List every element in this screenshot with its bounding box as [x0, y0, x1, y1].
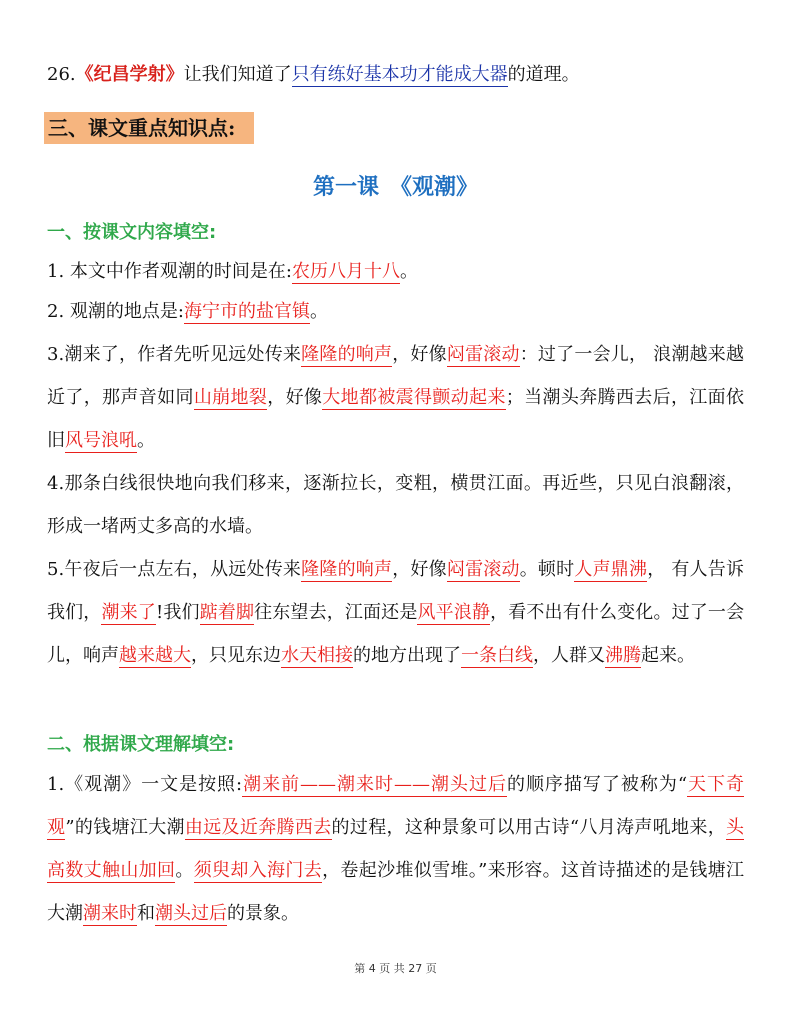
lesson-title: 第一课 《观潮》: [312, 175, 478, 200]
item-26-title: 《纪昌学射》: [75, 64, 184, 85]
q5-answer-1: 隆隆的响声: [301, 559, 393, 580]
p2q1-text-6: ，卷起沙堆似雪堆。”来形容。这首诗描述的是钱塘江大潮: [47, 860, 745, 924]
q3-text-6: 。: [137, 430, 155, 451]
p2q1-answer-3: 由远及近奔腾西去: [184, 817, 332, 838]
p2q1-text-1: 1.《观潮》一文是按照:: [47, 774, 243, 795]
q3-answer-1: 隆隆的响声: [301, 344, 393, 365]
p2q1-text-4: 的过程，这种景象可以用古诗“八月涛声吼地来，: [331, 817, 727, 838]
p2q1-text-8: 的景象。: [227, 903, 299, 924]
q2-text: 2. 观潮的地点是:: [47, 301, 184, 322]
q5-answer-9: 一条白线: [461, 645, 533, 666]
q5-text-5: !我们: [155, 602, 200, 623]
p2q1-answer-2: 天下奇观: [47, 774, 745, 838]
p2q1-answer-1: 潮来前——潮来时——潮头过后: [242, 774, 507, 795]
q5-text-9: 的地方出现了: [353, 645, 461, 666]
item-26-text-2: 的道理。: [507, 64, 580, 85]
part-1-question-3: [47, 333, 744, 462]
q3-text-1: 3.潮来了，作者先听见远处传来: [47, 344, 302, 365]
q3-text-4: ，好像: [267, 387, 323, 408]
q3-answer-4: 大地都被震得颤动起来: [322, 387, 506, 408]
q3-text-5: ；当潮头奔腾西去后，江面依旧: [47, 387, 745, 451]
part-1-question-1: [47, 260, 418, 284]
q5-answer-5: 踮着脚: [199, 602, 255, 623]
q3-answer-2: 闷雷滚动: [446, 344, 520, 365]
q5-text-6: 往东望去，江面还是: [254, 602, 418, 623]
q5-answer-10: 沸腾: [605, 645, 641, 666]
part-1-question-4: 4.那条白线很快地向我们移来，逐渐拉长，变粗，横贯江面。再近些，只见白浪翻滚，形成一堵两丈多高的水墙。: [47, 473, 744, 537]
p2q1-answer-6: 潮来时: [83, 903, 137, 924]
p2q1-answer-5: 须臾却入海门去: [193, 860, 323, 881]
q5-text-11: 起来。: [641, 645, 695, 666]
p2q1-text-2: 的顺序描写了被称为“: [506, 774, 688, 795]
item-26-number: 26.: [47, 64, 76, 85]
q3-answer-3: 山崩地裂: [193, 387, 268, 408]
q5-answer-7: 越来越大: [119, 645, 191, 666]
item-26: [47, 63, 580, 87]
q5-answer-4: 潮来了: [101, 602, 156, 623]
q5-answer-3: 人声鼎沸: [574, 559, 648, 580]
q1-text: 1. 本文中作者观潮的时间是在:: [47, 261, 292, 282]
page-footer: 第 4 页 共 27 页: [354, 962, 437, 975]
q5-answer-6: 风平浪静: [417, 602, 491, 623]
p2q1-text-5: 。: [175, 860, 194, 881]
q3-text-2: ，好像: [392, 344, 447, 365]
item-26-answer: 只有练好基本功才能成大器: [291, 64, 508, 85]
q5-text-2: ，好像: [392, 559, 447, 580]
part-1-question-2: [47, 300, 328, 324]
q5-text-3: 。顿时: [519, 559, 575, 580]
q1-answer: 农历八月十八: [291, 261, 400, 282]
q5-text-10: ，人群又: [533, 645, 605, 666]
q5-text-1: 5.午夜后一点左右，从远处传来: [47, 559, 302, 580]
p2q1-text-3: ”的钱塘江大潮: [65, 817, 185, 838]
p2q1-answer-4: 头高数丈触山加回: [47, 817, 745, 881]
q2-answer: 海宁市的盐官镇: [183, 301, 310, 322]
q2-end: 。: [309, 301, 328, 322]
item-26-text-1: 让我们知道了: [183, 64, 292, 85]
q5-text-8: ，只见东边: [191, 645, 281, 666]
q1-end: 。: [399, 261, 418, 282]
p2q1-text-7: 和: [137, 903, 155, 924]
q3-answer-5: 风号浪吼: [65, 430, 137, 451]
q5-answer-2: 闷雷滚动: [446, 559, 520, 580]
q5-text-7: ，看不出有什么变化。过了一会儿，响声: [47, 602, 745, 666]
p2q1-answer-7: 潮头过后: [155, 903, 227, 924]
part-2-heading: 二、根据课文理解填空:: [47, 734, 235, 755]
part-1-question-5: [47, 548, 744, 677]
q5-answer-8: 水天相接: [281, 645, 353, 666]
part-2-question-1: [47, 763, 744, 935]
q3-text-3: ：过了一会儿， 浪潮越来越近了，那声音如同: [47, 344, 744, 408]
section-header: 三、课文重点知识点:: [44, 112, 254, 144]
q5-text-4: ， 有人告诉我们，: [47, 559, 745, 623]
part-1-heading: 一、按课文内容填空:: [47, 222, 217, 243]
